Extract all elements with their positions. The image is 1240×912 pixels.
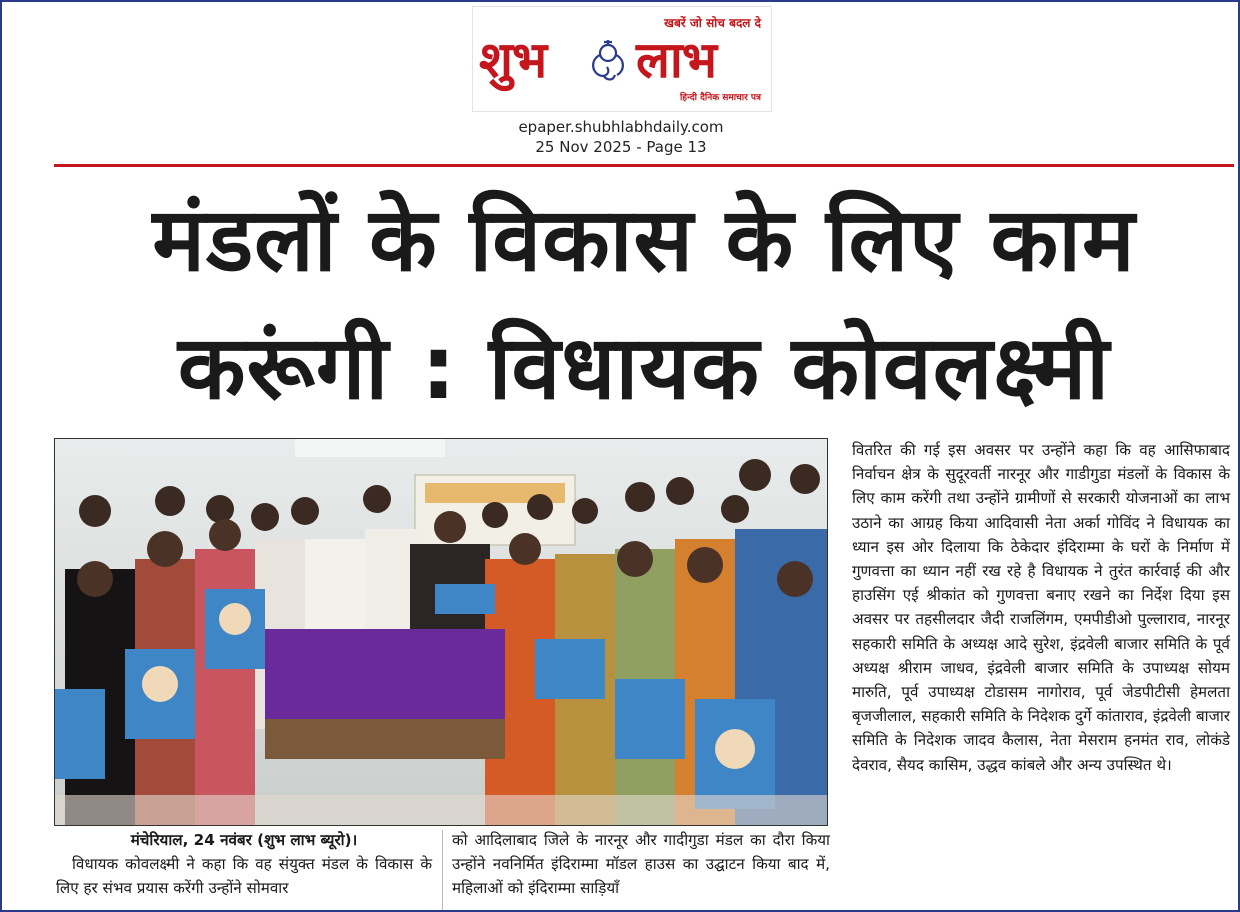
masthead-tagline: खबरें जो सोच बदल दे [664, 16, 761, 30]
headline-line-2: करूंगी : विधायक कोवलक्ष्मी [177, 316, 1111, 419]
source-url[interactable]: epaper.shubhlabhdaily.com [518, 118, 724, 136]
headline-line-1: मंडलों के विकास के लिए काम [152, 188, 1136, 291]
article-column-left [56, 828, 432, 901]
article-photo [54, 438, 828, 826]
source-date-page: 25 Nov 2025 - Page 13 [535, 138, 707, 156]
article-column-right: वितरित की गई इस अवसर पर उन्होंने कहा कि वह आसिफाबाद निर्वाचन क्षेत्र के सुदूरवर्ती नारनूर और गाडीगुडा मंडलों के विकास के लिए काम करेंगी तथा उन्होंने ग्रामीणों से सरकारी योजनाओं का लाभ उठाने का आग्रह किया आदिवासी नेता अर्का गोविंद ने विधायक का ध्यान इस ओर दिलाया कि ठेकेदार इंदिराम्मा के घरों के निर्माण में गुणवत्ता का ध्यान नहीं रख रहे है विधायक ने तुरंत कार्रवाई की और हाउसिंग एई श्रीकांत को गुणवत्ता बनाए रखने का निर्देश दिया इस अवसर पर तहसीलदार जैदी राजलिंगम, एमपीडीओ पुल्लाराव, नारनूर सहकारी समिति के अध्यक्ष आदे सुरेश, इंद्रवेली बाजार समिति के पूर्व अध्यक्ष श्रीराम जाधव, इंद्रवेली बाजार समिति के उपाध्यक्ष सोयम मारुति, पूर्व उपाध्यक्ष टोडासम नागोराव, पूर्व जेडपीटीसी हेमलता बृजजीलाल, सहकारी समिति के निदेशक दुर्गे कांताराव, इंद्रवेली बाजार समिति के निदेशक जादव कैलास, नेता मेसराम हनमंत राव, लोकंडे देवराव, सैयद कासिम, उद्धव कांबले और अन्य उपस्थित थे। [852, 441, 1230, 774]
article-column-middle: को आदिलाबाद जिले के नारनूर और गादीगुडा मंडल का दौरा किया उन्होंने नवनिर्मित इंदिराम्मा मॉडल हाउस का उद्घाटन किया बाद में, महिलाओं को इंदिराम्मा साड़ियाँ [452, 831, 830, 898]
masthead-name-right: लाभ [636, 31, 716, 89]
ganesh-logo-icon [583, 37, 633, 87]
header-rule [54, 164, 1234, 167]
column-divider [442, 830, 443, 910]
masthead-name-left: शुभ [479, 31, 547, 89]
article-dateline: मंचेरियाल, 24 नवंबर (शुभ लाभ ब्यूरो)। [130, 831, 358, 849]
article-column-left-text: विधायक कोवलक्ष्मी ने कहा कि वह संयुक्त मंडल के विकास के लिए हर संभव प्रयास करेंगी उन्होंने सोमवार [56, 855, 432, 898]
masthead-logo[interactable] [472, 6, 772, 112]
masthead-subtag: हिन्दी दैनिक समाचार पत्र [679, 93, 761, 103]
event-photo-illustration [55, 439, 827, 825]
article-headline [54, 176, 1234, 432]
